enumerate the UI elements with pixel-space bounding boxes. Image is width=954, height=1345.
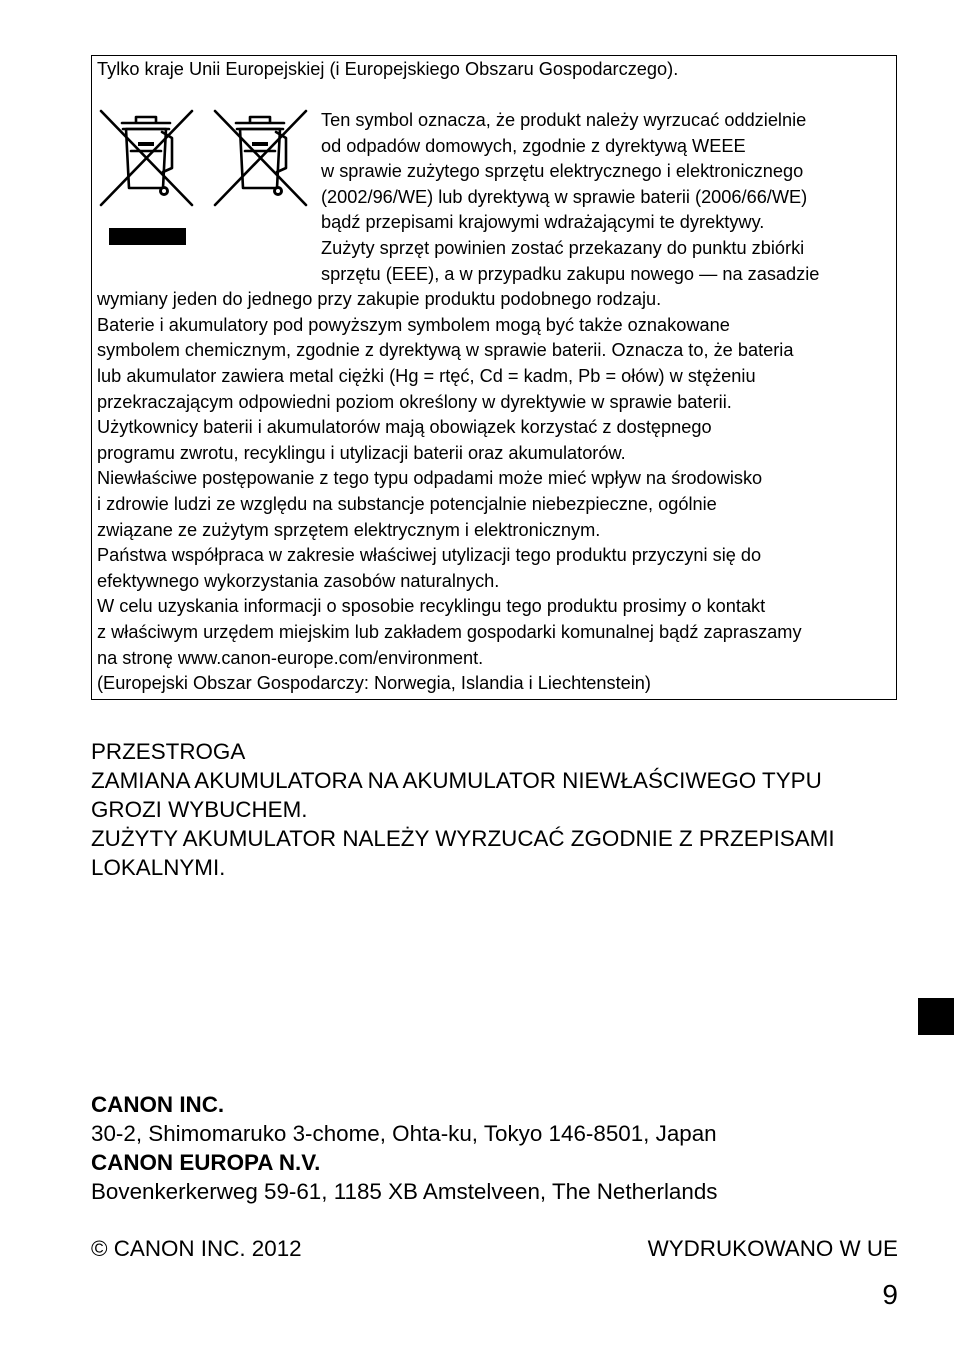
weee-symbol-line: bądź przepisami krajowymi wdrażającymi te dyrektywy. xyxy=(321,212,765,233)
company-name: CANON EUROPA N.V. xyxy=(91,1150,321,1175)
weee-body-line: symbolem chemicznym, zgodnie z dyrektywą w sprawie baterii. Oznacza to, że bateria xyxy=(97,340,794,361)
company-addresses xyxy=(91,1090,717,1206)
company-address: 30-2, Shimomaruko 3-chome, Ohta-ku, Tokyo 146-8501, Japan xyxy=(91,1121,717,1146)
weee-body-line: Niewłaściwe postępowanie z tego typu odpadami może mieć wpływ na środowisko xyxy=(97,468,763,489)
crossed-out-wheeled-bin-icon xyxy=(212,108,309,208)
weee-body-line: przekraczającym odpowiedni poziom określony w dyrektywie w sprawie baterii. xyxy=(97,391,732,412)
caution-line: GROZI WYBUCHEM. xyxy=(91,797,308,822)
chemical-symbol-bar xyxy=(109,228,186,245)
company-address: Bovenkerkerweg 59-61, 1185 XB Amstelveen, The Netherlands xyxy=(91,1179,718,1204)
weee-symbol-line: od odpadów domowych, zgodnie z dyrektywą WEEE xyxy=(321,135,746,156)
section-tab-marker xyxy=(918,998,954,1035)
weee-body-line: (Europejski Obszar Gospodarczy: Norwegia, Islandia i Liechtenstein) xyxy=(97,673,651,694)
weee-body-line: wymiany jeden do jednego przy zakupie produktu podobnego rodzaju. xyxy=(97,289,662,310)
weee-body-line: Baterie i akumulatory pod powyższym symbolem mogą być także oznakowane xyxy=(97,314,730,335)
weee-body-line: programu zwrotu, recyklingu i utylizacji baterii oraz akumulatorów. xyxy=(97,442,626,463)
printed-in-notice: WYDRUKOWANO W UE xyxy=(647,1236,898,1261)
weee-symbol-line: sprzętu (EEE), a w przypadku zakupu nowego — na zasadzie xyxy=(321,263,820,284)
caution-line: ZAMIANA AKUMULATORA NA AKUMULATOR NIEWŁAŚCIWEGO TYPU xyxy=(91,768,822,793)
caution-section xyxy=(91,737,835,882)
weee-body-line: i zdrowie ludzi ze względu na substancje potencjalnie niebezpieczne, ogólnie xyxy=(97,494,717,514)
page-number: 9 xyxy=(882,1279,898,1310)
weee-body-line: związane ze zużytym sprzętem elektrycznym i elektronicznym. xyxy=(97,519,601,540)
caution-line: ZUŻYTY AKUMULATOR NALEŻY WYRZUCAĆ ZGODNIE Z PRZEPISAMI xyxy=(91,826,835,851)
weee-symbol-line: Ten symbol oznacza, że produkt należy wyrzucać oddzielnie xyxy=(321,110,807,130)
weee-notice-box xyxy=(91,55,897,700)
weee-symbol-line: w sprawie zużytego sprzętu elektrycznego i elektronicznego xyxy=(321,161,804,182)
weee-header: Tylko kraje Unii Europejskiej (i Europejskiego Obszaru Gospodarczego). xyxy=(97,59,679,79)
copyright-notice: © CANON INC. 2012 xyxy=(91,1236,302,1261)
weee-body-line: efektywnego wykorzystania zasobów naturalnych. xyxy=(97,570,500,591)
crossed-out-wheeled-bin-icon xyxy=(98,108,195,208)
weee-body-line: Państwa współpraca w zakresie właściwej utylizacji tego produktu przyczyni się do xyxy=(97,545,762,566)
weee-body-line: na stronę www.canon-europe.com/environment. xyxy=(97,647,484,668)
weee-body-line: lub akumulator zawiera metal ciężki (Hg = rtęć, Cd = kadm, Pb = ołów) w stężeniu xyxy=(97,366,756,386)
caution-line: LOKALNYMI. xyxy=(91,855,226,880)
caution-title: PRZESTROGA xyxy=(91,739,246,764)
weee-symbol-line: Zużyty sprzęt powinien zostać przekazany do punktu zbiórki xyxy=(321,238,805,258)
weee-body-line: Użytkownicy baterii i akumulatorów mają obowiązek korzystać z dostępnego xyxy=(97,417,712,438)
weee-body-line: z właściwym urzędem miejskim lub zakładem gospodarki komunalnej bądź zapraszamy xyxy=(97,622,802,642)
company-name: CANON INC. xyxy=(91,1092,225,1117)
weee-body-line: W celu uzyskania informacji o sposobie recyklingu tego produktu prosimy o kontakt xyxy=(97,596,766,617)
weee-symbol-line: (2002/96/WE) lub dyrektywą w sprawie baterii (2006/66/WE) xyxy=(321,186,808,207)
